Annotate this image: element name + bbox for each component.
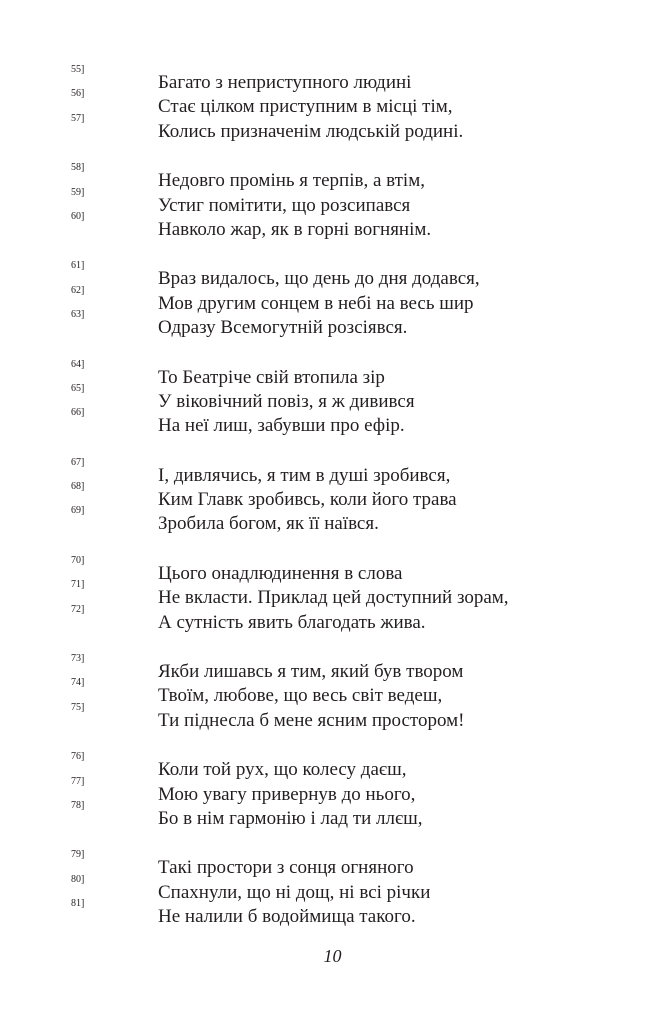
verse-line	[0, 505, 665, 536]
line-text: Недовго промінь я терпів, а втім,	[158, 170, 425, 192]
line-number: 80]	[71, 873, 85, 885]
stanza	[0, 751, 665, 831]
verse-line	[0, 873, 665, 905]
verse-line	[0, 407, 665, 438]
line-text: То Беатріче свій втопила зір	[158, 366, 385, 388]
page-number: 10	[323, 946, 342, 966]
verse-line	[0, 162, 665, 193]
verse-line	[0, 579, 665, 610]
line-number: 77]	[71, 775, 85, 787]
line-number: 64]	[71, 358, 85, 370]
stanza	[0, 162, 665, 242]
line-text: Цього онадлюдинення в слова	[158, 562, 403, 584]
line-text: Бо в нім гармонію і лад ти ллєш,	[158, 807, 423, 829]
line-text: Колись призначенім людській родині.	[158, 120, 464, 142]
line-number: 71]	[71, 579, 85, 591]
line-number: 69]	[71, 505, 85, 517]
line-number: 66]	[71, 407, 85, 419]
line-number: 63]	[71, 309, 85, 321]
line-text: Твоїм, любове, що весь світ ведеш,	[158, 685, 443, 707]
line-number: 57]	[71, 112, 85, 124]
verse-line	[0, 677, 665, 708]
line-number: 60]	[71, 210, 85, 222]
line-number: 79]	[71, 849, 85, 861]
verse-line	[0, 481, 665, 512]
line-number: 75]	[71, 701, 85, 713]
verse-line	[0, 775, 665, 807]
line-text: У віковічний повіз, я ж дивився	[158, 390, 415, 412]
line-number: 68]	[71, 481, 85, 493]
line-text: Ти піднесла б мене ясним простором!	[158, 709, 465, 731]
line-text: Мов другим сонцем в небі на весь шир	[158, 292, 474, 314]
verse-line	[0, 112, 665, 144]
line-text: А сутність явить благодать жива.	[158, 611, 426, 633]
line-number: 62]	[71, 284, 85, 296]
line-text: І, дивлячись, я тим в душі зробився,	[158, 464, 451, 486]
line-text: На неї лиш, забувши про ефір.	[158, 415, 405, 437]
line-number: 74]	[71, 677, 85, 689]
stanza	[0, 849, 665, 929]
line-number: 61]	[71, 260, 85, 272]
line-number: 72]	[71, 603, 85, 615]
verse-line	[0, 88, 665, 119]
verse-line	[0, 358, 665, 390]
line-number: 81]	[71, 898, 85, 910]
verse-line	[0, 186, 665, 218]
line-number: 58]	[71, 162, 85, 174]
verse-line	[0, 64, 665, 95]
line-text: Багато з неприступного людині	[158, 72, 412, 93]
line-text: Ким Главк зробивсь, коли його трава	[158, 489, 457, 511]
line-text: Одразу Всемогутній розсіявся.	[158, 317, 408, 339]
verse-line	[0, 898, 665, 929]
line-number: 76]	[71, 751, 85, 763]
line-text: Устиг помітити, що розсипався	[158, 194, 411, 216]
line-text: Коли той рух, що колесу даєш,	[158, 759, 407, 781]
line-number: 56]	[71, 88, 85, 100]
line-number: 73]	[71, 653, 85, 665]
verse-line	[0, 260, 665, 291]
line-number: 67]	[71, 456, 85, 468]
stanza	[0, 456, 665, 537]
verse-line	[0, 210, 665, 242]
stanza	[0, 554, 665, 635]
verse-line	[0, 799, 665, 831]
verse-line	[0, 554, 665, 586]
line-text: Навколо жар, як в горні вогнянім.	[158, 218, 432, 240]
line-text: Стає цілком приступним в місці тім,	[158, 96, 453, 118]
verse-line	[0, 456, 665, 488]
stanza	[0, 653, 665, 733]
stanza	[0, 64, 665, 144]
stanza	[0, 260, 665, 340]
line-number: 59]	[71, 186, 85, 198]
line-text: Не вкласти. Приклад цей доступний зорам,	[158, 587, 509, 609]
verse-line	[0, 382, 665, 414]
verse-line	[0, 603, 665, 635]
line-number: 65]	[71, 382, 85, 394]
verse-line	[0, 309, 665, 340]
line-text: Такі простори з сонця огняного	[158, 857, 414, 879]
verse-line	[0, 701, 665, 733]
line-text: Не налили б водоймища такого.	[158, 906, 416, 928]
line-text: Мою увагу привернув до нього,	[158, 783, 416, 805]
stanza	[0, 358, 665, 439]
line-text: Враз видалось, що день до дня додався,	[158, 268, 480, 290]
line-text: Спахнули, що ні дощ, ні всі річки	[158, 881, 431, 903]
line-number: 78]	[71, 799, 85, 811]
line-number: 55]	[71, 64, 85, 75]
verse-line	[0, 849, 665, 880]
line-text: Якби лишавсь я тим, який був твором	[158, 661, 464, 683]
line-text: Зробила богом, як її наївся.	[158, 513, 379, 535]
verse-line	[0, 751, 665, 782]
verse-line	[0, 284, 665, 316]
line-number: 70]	[71, 554, 85, 566]
poem	[0, 64, 665, 955]
verse-line	[0, 653, 665, 684]
